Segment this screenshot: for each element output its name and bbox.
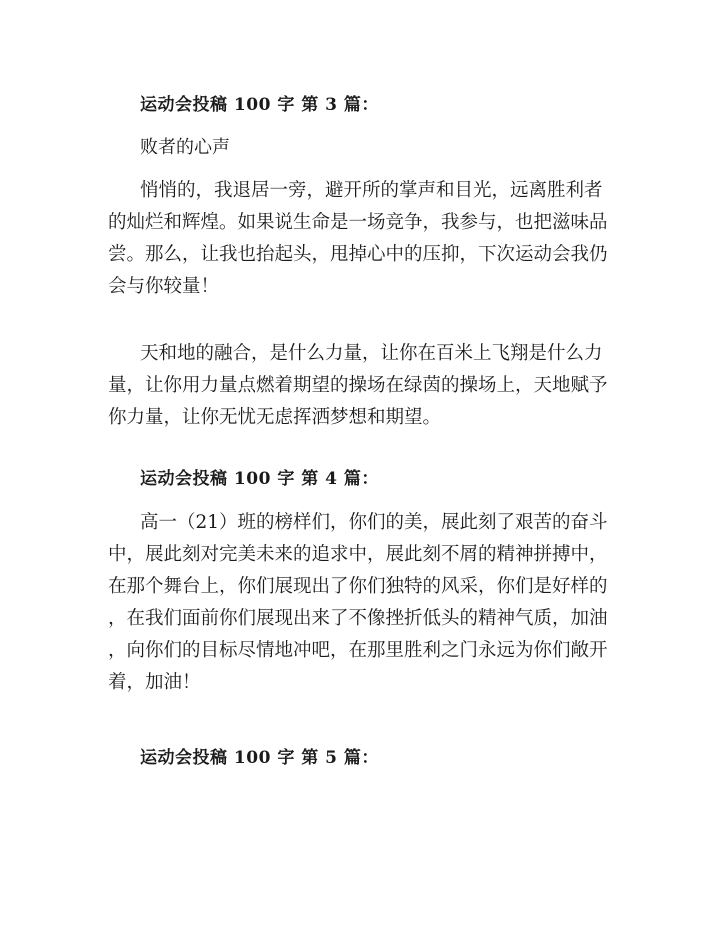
- section-3-paragraph-2: [108, 338, 618, 434]
- text-line: ，在我们面前你们展现出来了不像挫折低头的精神气质，加油: [108, 608, 608, 629]
- text-line: 会与你较量！: [108, 276, 220, 297]
- text-line: ，向你们的目标尽情地冲吧，在那里胜利之门永远为你们敞开: [108, 640, 608, 661]
- section-4-paragraph-1: [108, 507, 618, 699]
- text-line: 悄悄的，我退居一旁，避开所的掌声和目光，远离胜利者: [140, 180, 603, 201]
- text-line: 天和地的融合，是什么力量，让你在百米上飞翔是什么力: [140, 343, 603, 364]
- section-3-heading: 运动会投稿 100 字 第 3 篇：: [140, 95, 379, 115]
- text-line: 着，加油！: [108, 672, 201, 693]
- section-4-heading: 运动会投稿 100 字 第 4 篇：: [140, 469, 379, 489]
- text-line: 你力量，让你无忧无虑挥洒梦想和期望。: [108, 407, 442, 428]
- text-line: 高一（21）班的榜样们，你们的美，展此刻了艰苦的奋斗: [140, 512, 608, 533]
- text-line: 量，让你用力量点燃着期望的操场在绿茵的操场上，天地赋予: [108, 375, 608, 396]
- text-line: 的灿烂和辉煌。如果说生命是一场竞争，我参与，也把滋味品: [108, 212, 608, 233]
- section-3-subtitle: 败者的心声: [140, 137, 230, 158]
- text-line: 中，展此刻对完美未来的追求中，展此刻不屑的精神拼搏中，: [108, 544, 608, 565]
- text-line: 尝。那么，让我也抬起头，甩掉心中的压抑，下次运动会我仍: [108, 244, 608, 265]
- section-3-paragraph-1: [108, 175, 618, 303]
- section-5-heading: 运动会投稿 100 字 第 5 篇：: [140, 748, 379, 768]
- text-line: 在那个舞台上，你们展现出了你们独特的风采，你们是好样的: [108, 576, 608, 597]
